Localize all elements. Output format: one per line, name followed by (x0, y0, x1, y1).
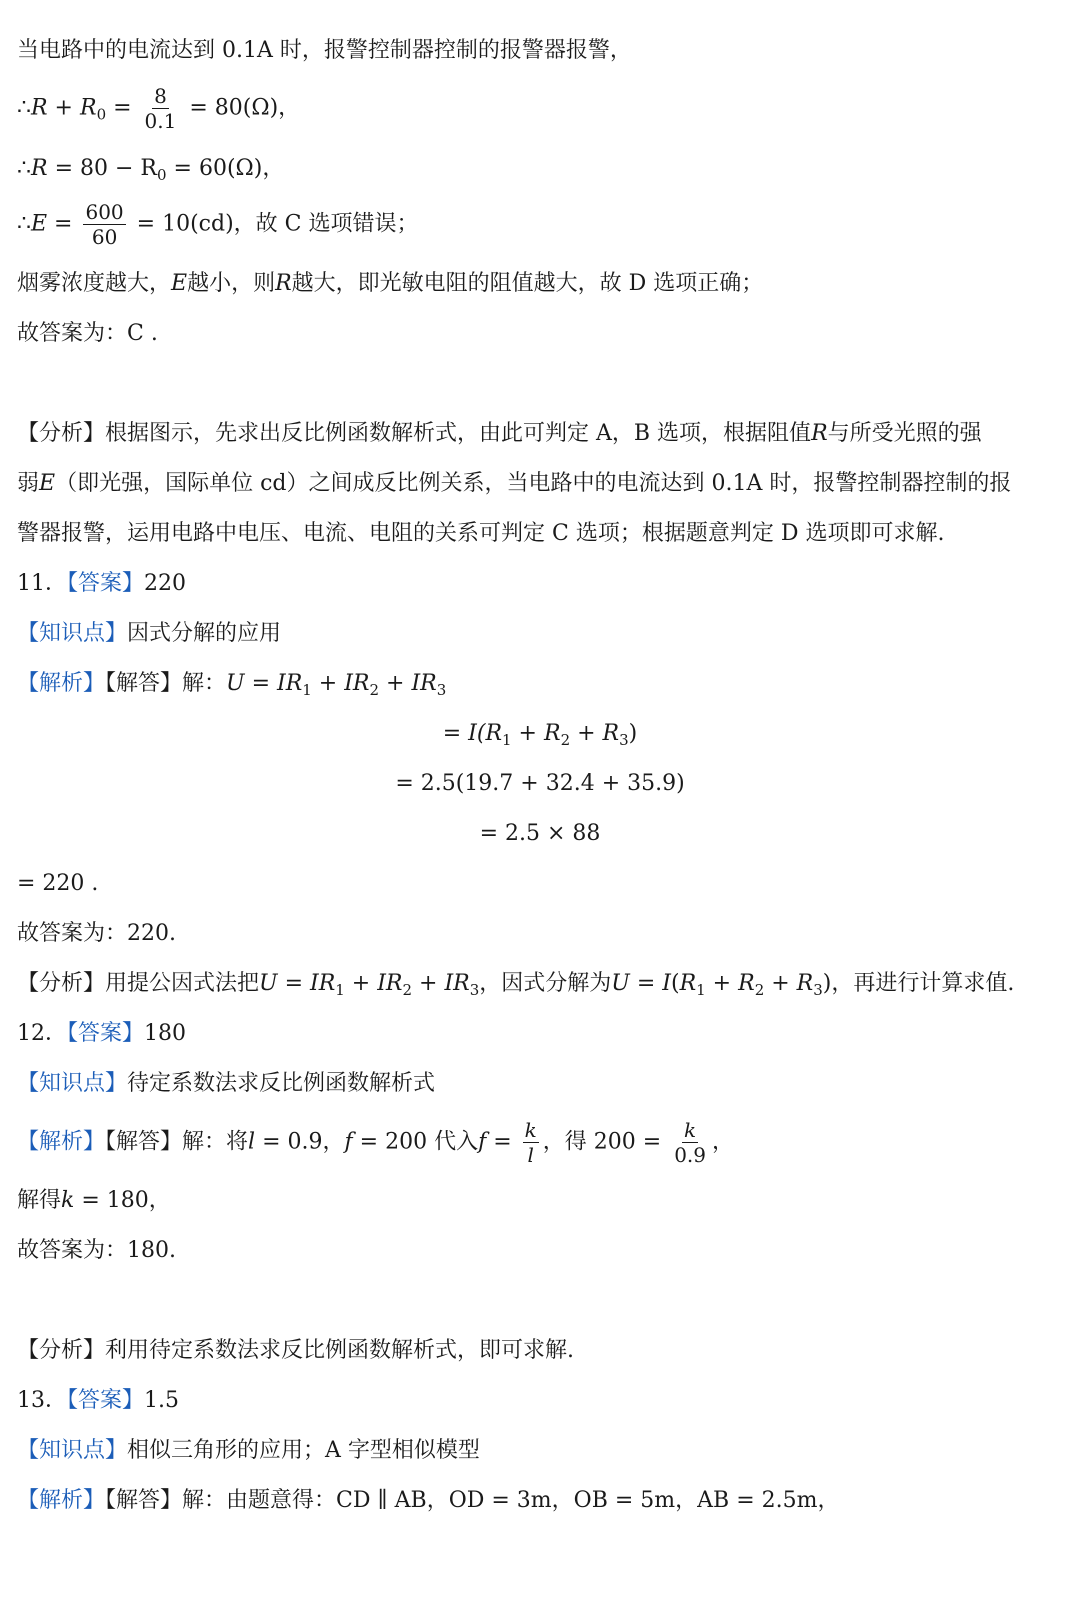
q11-step-2: = 2.5(19.7 + 32.4 + 35.9) (395, 771, 685, 796)
q12-solve-k: 解得k = 180， (17, 1188, 171, 1213)
q12-analysis: 【分析】利用待定系数法求反比例函数解析式，即可求解. (17, 1338, 575, 1363)
fraction: $\frac{600}{60}$ (85, 200, 124, 249)
q11-step-1: = $I(R_1 + R_2 + R_3)$ (442, 721, 638, 749)
q12-final-answer: 故答案为：180. (17, 1238, 176, 1263)
answer-line-10: 故答案为：C . (17, 321, 158, 346)
equation-e: ∴E = $\frac{600}{60}$ = 10(cd)，故 C 选项错误； (17, 200, 419, 249)
q11-final-answer: 故答案为：220. (17, 921, 176, 946)
line-smoke-density: 烟雾浓度越大，E越小，则R越大，即光敏电阻的阻值越大，故 D 选项正确； (17, 271, 764, 296)
line-current-alarm: 当电路中的电流达到 0.1A 时，报警控制器控制的报警器报警， (17, 38, 632, 63)
q11-step-3: = 2.5 × 88 (479, 821, 601, 846)
equation-r-plus-r0: ∴R + $R_0$ = $\frac{8}{0.1}$ = 80(Ω)， (17, 84, 301, 133)
fraction: $\frac{k}{l}$ (524, 1118, 537, 1167)
q11-solution: 【解析】【解答】解：$U = IR_1 + IR_2 + IR_3$ (17, 671, 447, 699)
equation-r: ∴R = $80 - R_0 = 60(\Omega)$， (17, 156, 285, 184)
analysis-10-line-3: 警器报警，运用电路中电压、电流、电阻的关系可判定 C 选项；根据题意判定 D 选项即可求解. (17, 521, 945, 546)
q13-answer: 13．【答案】1.5 (17, 1388, 180, 1413)
fraction: $\frac{8}{0.1}$ (144, 84, 177, 133)
q12-answer: 12．【答案】180 (17, 1021, 187, 1046)
q13-knowledge-point: 【知识点】相似三角形的应用；A 字型相似模型 (17, 1438, 480, 1463)
q11-step-4: = 220 . (17, 871, 99, 896)
q13-solution: 【解析】【解答】解：由题意得：CD ∥ AB，OD = 3m，OB = 5m，AB = 2.5m， (17, 1488, 840, 1513)
q11-knowledge-point: 【知识点】因式分解的应用 (17, 621, 282, 646)
analysis-10-line-1: 【分析】根据图示，先求出反比例函数解析式，由此可判定 A，B 选项，根据阻值R与所受光照的强 (17, 421, 982, 446)
q12-knowledge-point: 【知识点】待定系数法求反比例函数解析式 (17, 1071, 436, 1096)
q11-answer: 11．【答案】220 (17, 571, 187, 596)
q12-solution: 【解析】【解答】解：将l = 0.9，f = 200 代入f = $\frac{k}{l}$ ，得 200 = $\frac{k}{0.9}$ ， (17, 1118, 735, 1167)
q11-analysis: 【分析】用提公因式法把$U = IR_1 + IR_2 + IR_3$，因式分解为$U = I(R_1 + R_2 + R_3)$，再进行计算求值. (17, 971, 1015, 999)
analysis-10-line-2: 弱E（即光强，国际单位 cd）之间成反比例关系，当电路中的电流达到 0.1A 时，报警控制器控制的报 (17, 471, 1012, 496)
fraction: $\frac{k}{0.9}$ (674, 1118, 706, 1167)
